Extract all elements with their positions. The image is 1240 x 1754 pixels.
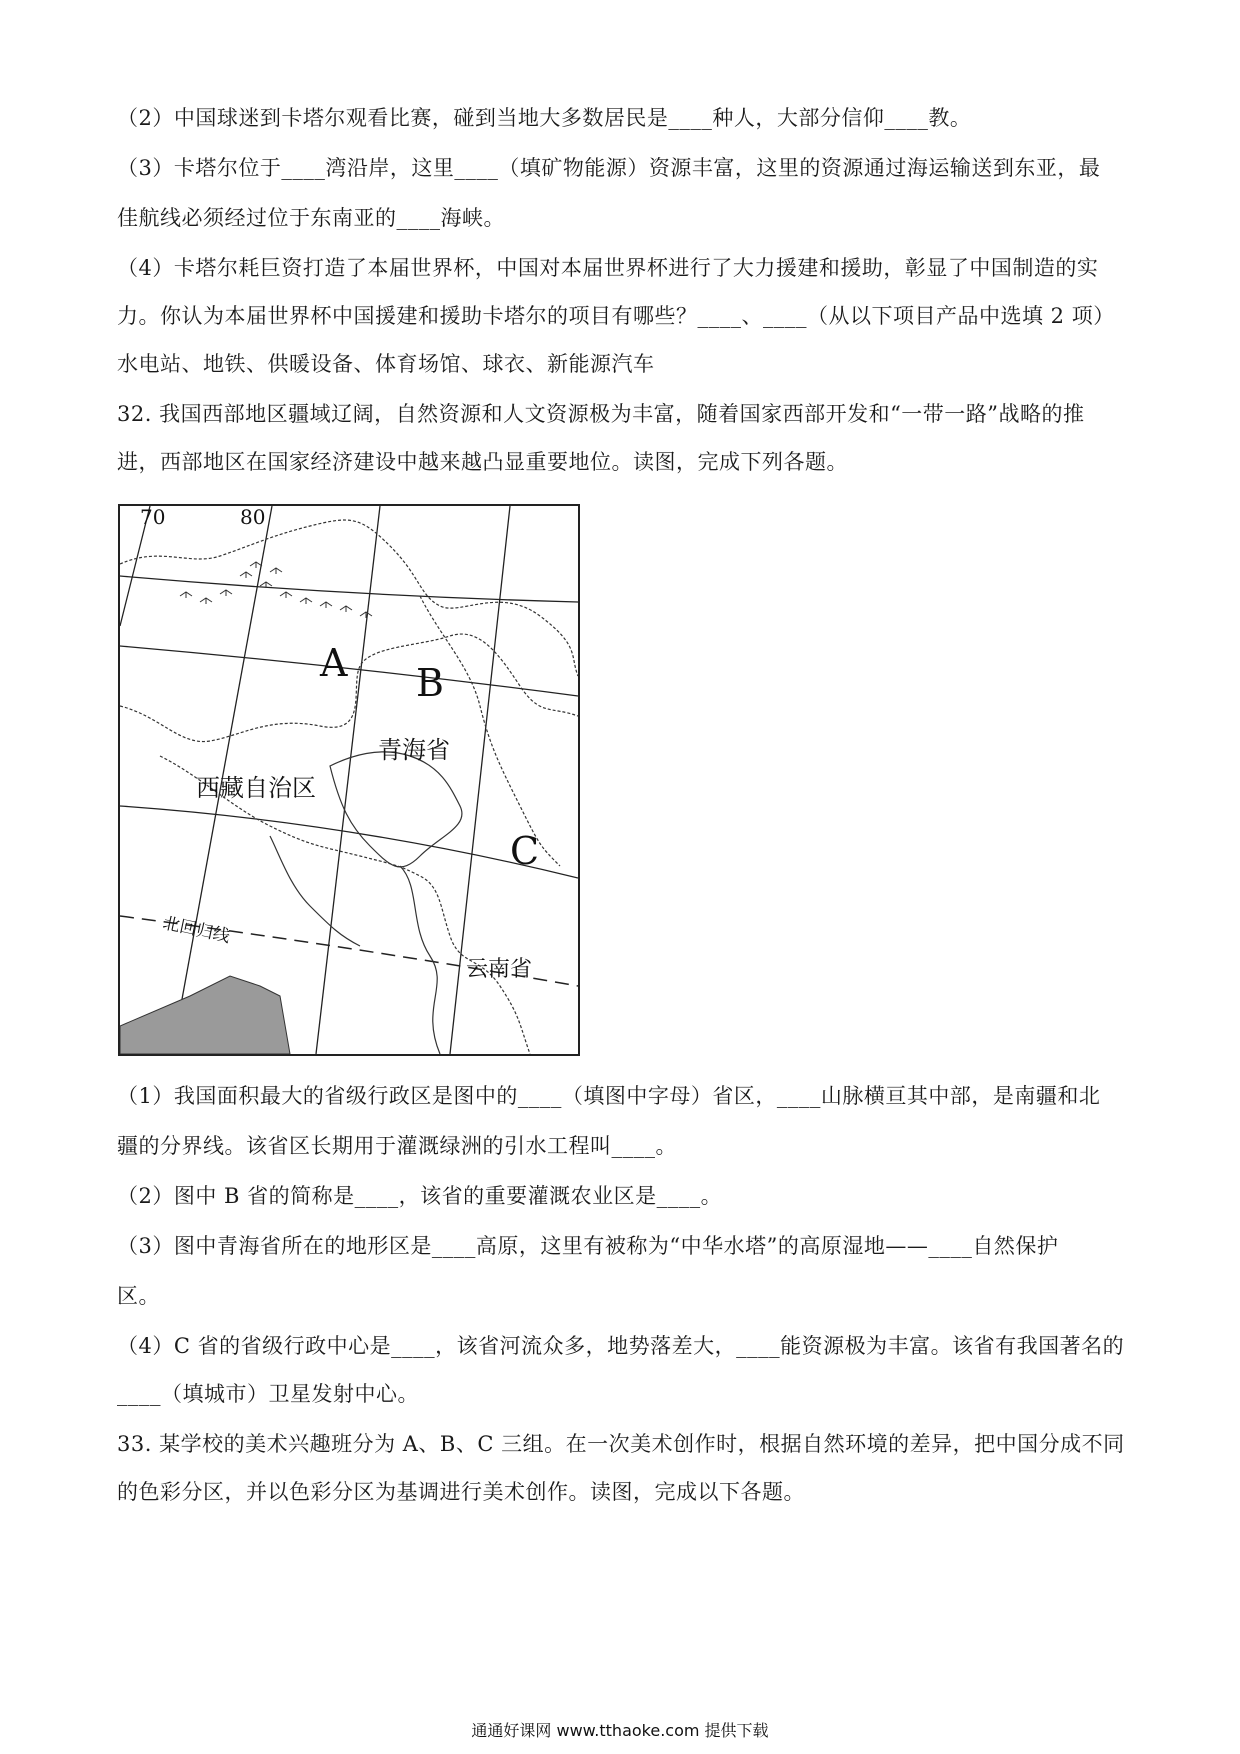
label-a: A [320,641,348,685]
page-footer: 通通好课网 www.tthaoke.com 提供下载 [471,1721,769,1740]
parallel-line [120,646,578,696]
western-china-map [118,504,580,1056]
text-line: （3）卡塔尔位于____湾沿岸，这里____（填矿物能源）资源丰富，这里的资源通过海运输送到东亚，最 [117,156,1101,180]
text-line: 的色彩分区，并以色彩分区为基调进行美术创作。读图，完成以下各题。 [117,1480,805,1504]
lon-70-label: 70 [140,506,166,529]
text-line: 32. 我国西部地区疆域辽阔，自然资源和人文资源极为丰富，随着国家西部开发和“一带一路”战略的推 [117,402,1085,426]
map-graphic [120,506,578,1054]
text-line: 疆的分界线。该省区长期用于灌溉绿洲的引水工程叫____。 [117,1134,677,1158]
text-line: （1）我国面积最大的省级行政区是图中的____（填图中字母）省区，____山脉横亘其中部，是南疆和北 [117,1084,1101,1108]
text-line: （4）C 省的省级行政中心是____，该省河流众多，地势落差大，____能资源极为丰富。该省有我国著名的 [117,1334,1125,1358]
boundary [420,596,560,866]
label-c: C [510,829,540,873]
tropic-label: 北回归线 [160,913,232,948]
lon-80-label: 80 [240,506,266,529]
text-line: 进，西部地区在国家经济建设中越来越凸显重要地位。读图，完成下列各题。 [117,450,848,474]
tibet-label: 西藏自治区 [196,774,316,802]
text-line: 水电站、地铁、供暖设备、体育场馆、球衣、新能源汽车 [117,352,655,376]
text-line: ____（填城市）卫星发射中心。 [117,1382,419,1406]
meridian-line [316,506,380,1054]
text-line: 力。你认为本届世界杯中国援建和援助卡塔尔的项目有哪些？____、____（从以下项目产品中选填 2 项） [117,304,1115,328]
desert-symbols [180,562,372,618]
label-b: B [416,661,444,705]
text-line: （2）中国球迷到卡塔尔观看比赛，碰到当地大多数居民是____种人，大部分信仰____教。 [117,106,972,130]
text-line: （4）卡塔尔耗巨资打造了本届世界杯，中国对本届世界杯进行了大力援建和援助，彰显了中国制造的实 [117,256,1099,280]
parallel-line [120,576,578,602]
text-line: （3）图中青海省所在的地形区是____高原，这里有被称为“中华水塔”的高原湿地——____自然保护 [117,1234,1059,1258]
text-line: （2）图中 B 省的简称是____，该省的重要灌溉农业区是____。 [117,1184,723,1208]
yunnan-label: 云南省 [466,957,533,982]
text-line: 佳航线必须经过位于东南亚的____海峡。 [117,206,505,230]
sea-area [120,976,290,1054]
qinghai-label: 青海省 [378,736,450,764]
text-line: 区。 [117,1284,160,1308]
river [400,866,440,1054]
text-line: 33. 某学校的美术兴趣班分为 A、B、C 三组。在一次美术创作时，根据自然环境的差异，把中国分成不同 [117,1432,1125,1456]
